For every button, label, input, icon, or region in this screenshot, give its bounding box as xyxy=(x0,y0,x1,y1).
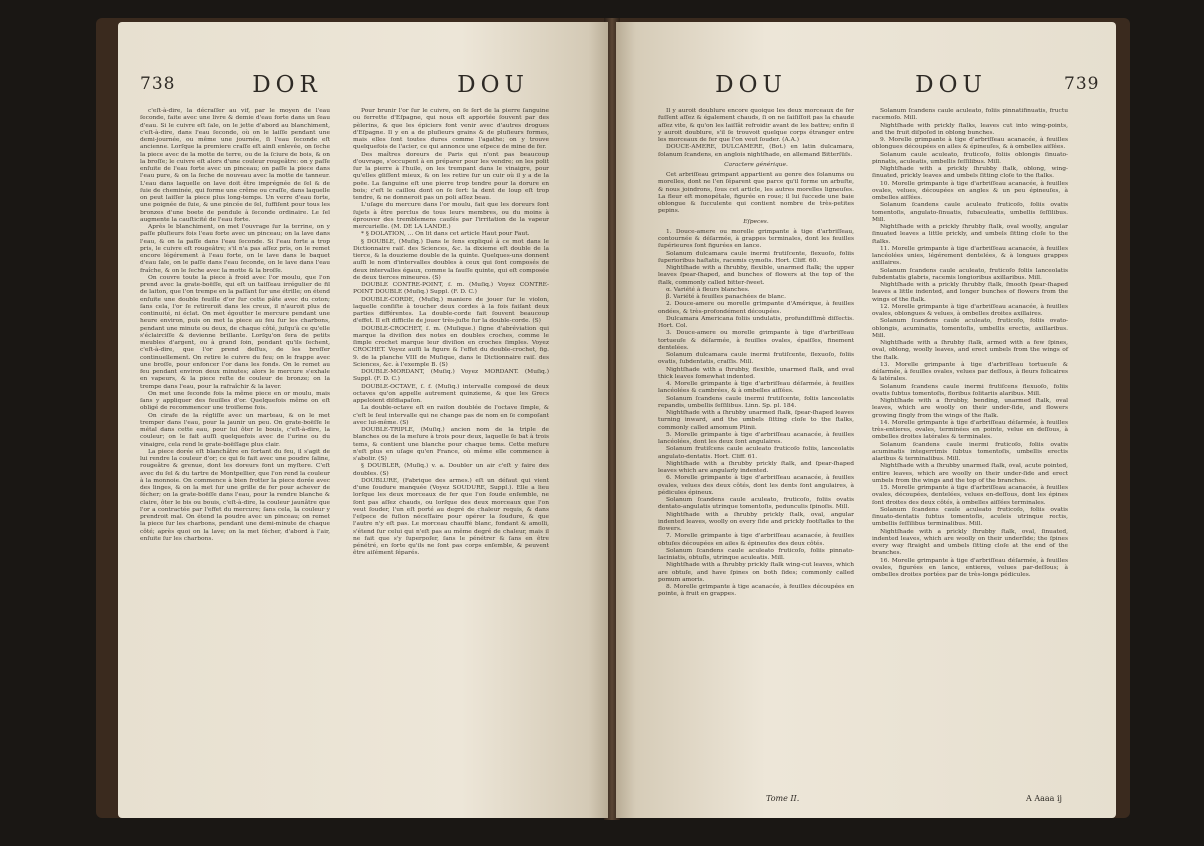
paragraph: Solanum ſcandens caule inermi fruticoſo, foliis ovatis acuminatis integerrimis ſubtus tomentoſis, umbellis erectis alaribus & terminalibus. Mill. xyxy=(872,441,1068,462)
left-page-column-2 xyxy=(353,108,549,558)
footer-volume: Tome II. xyxy=(766,794,800,803)
paragraph: Nightſhade with a ſhrubby, flexible, unarmed ſtalk, and oval thick leaves ſomewhat indented. xyxy=(658,366,854,380)
paragraph: Nightſhade with a prickly ſhrubby ſtalk, oval, ſinuated, indented leaves, which are woolly on their underſide; the ſpines every way ſtraight and umbels ſitting cloſe at the end of the branches. xyxy=(872,528,1068,557)
paragraph: Solanum dulcamara caule inermi frutiſcente, flexuoſo, foliis ovatis, ſubdentatis, craſſis. Mill. xyxy=(658,352,854,366)
paragraph: 1. Douce-amere ou morelle grimpante à tige d'arbriſſeau, contournée & déſarmée, à grappes terminales, dont les feuilles ſupérieures ſont figurées en lance. xyxy=(658,228,854,250)
paragraph: § DOUBLER, (Muſiq.) v. a. Doubler un air c'eſt y faire des doubles. (S) xyxy=(353,463,549,477)
paragraph: Des maîtres doreurs de Paris qui n'ont pas beaucoup d'ouvrage, s'occupent à en préparer pour les vendre; on les polit ſur la pierre à l'huile, on les trempant dans le vinaigre, pour qu'elles gliſſent mieux, & on les retire ſur un cuir où il y a de la poëe. La ſanguine eſt une pierre trop tendre pour la dorure en bois; c'eſt le caillou dont on ſe ſert: la dent de loup eſt trop tendre, & ne donneroit pas un poli aſſez beau. xyxy=(353,151,549,201)
paragraph: Nightſhade with a prickly ſhrubby ſtalk, oval woolly, angular ſinuated leaves a little prickly, and umbels ſitting cloſe to the ſtalks. xyxy=(872,224,1068,245)
paragraph: DOUBLE-TRIPLE, (Muſiq.) ancien nom de la triple de blanches ou de la meſure à trois pour deux, laquelle ſe bat à trois tems, & contient une blanche pour chaque tems. Cette meſure n'eſt plus en uſage qu'en France, où même elle commence à s'abolir. (S) xyxy=(353,427,549,462)
paragraph: DOUBLURE, (Fabrique des armes.) eſt un défaut qui vient d'une ſoudure manquée (Voyez SOUDURE, Suppl.). Elle a lieu lorſque les deux morceaux de fer que l'on ſoude enſemble, ne ſont pas aſſez chauds, ou lorſque des deux morceaux que l'on veut ſouder, l'un eſt porté au degré de chaleur requis, & dans l'eſpece de fuſion néceſſaire pour opérer la ſoudure, & que l'autre n'y eſt pas. Le morceau chauffé blanc, fondant & amolli, s'étend ſur celui qui n'eſt pas au même degré de chaleur, mais il ne fait que s'y ſuperpoſer, ſans le pénétrer & ſans en être pénétré, en ſorte qu'ils ne ſont pas corps enſemble, & peuvent être aiſément ſéparés. xyxy=(353,477,549,557)
paragraph: 14. Morelle grimpante à tige d'arbriſſeau déſarmée, à feuilles très-entieres, ovales, terminées en pointe, velue en deſſous, à ombelles droites latérales & terminales. xyxy=(872,419,1068,441)
paragraph: DOUBLE-CROCHET, ſ. m. (Muſique.) ſigne d'abréviation qui marque la diviſion des notes en doubles croches, comme le ſimple crochet marque leur diviſion en croches ſimples. Voyez CROCHET. Voyez auſſi la figure & l'effet du double-crochet, fig. 9. de la planche VIII de Muſique, dans le Dictionnaire raiſ. des Sciences, &c. à l'exemple B. (S) xyxy=(353,325,549,368)
right-page-number: 739 xyxy=(1064,74,1100,94)
paragraph: 3. Douce-amere ou morelle grimpante à tige d'arbriſſeau tortueuſe & déſarmée, à feuilles ovales, épaiſſes, finement dentelées. xyxy=(658,330,854,351)
paragraph: 13. Morelle grimpante à tige d'arbriſſeau tortueuſe & déſarmée, à feuilles ovales, velues par deſſous, à fleurs folicaires & latérales. xyxy=(872,361,1068,383)
paragraph: α. Variété à fleurs blanches. xyxy=(666,286,750,293)
paragraph: 2. Douce-amere ou morelle grimpante d'Amérique, à feuilles ondées, & très-profondément découpées. xyxy=(658,301,854,315)
paragraph: La double-octave eſt en raiſon doublée de l'octave ſimple, & c'eſt le ſeul intervalle qui ne change pas de nom en ſe compoſant avec lui-même. (S) xyxy=(353,405,549,426)
paragraph: Nightſhade with a prickly ſhrubby ſtalk, ſmooth ſpear-ſhaped leaves a little indented, and longer bunches of flowers from the wings of the ſtalk. xyxy=(872,282,1068,303)
paragraph: 6. Morelle grimpante à tige d'arbriſſeau acanacée, à feuilles ovales, velues des deux côtés, dont les dents ſont angulaires, à pédicules épineux. xyxy=(658,475,854,496)
paragraph: On couvre toute la piece à froid avec l'or moulu, que l'on prend avec la grate-boëſſe, qui eſt un taiſſeau irrégulier de fil de laiton, que l'on trempe en la paſſant ſur une étrille; on étend enſuite une double feuille d'or ſur cette pâte avec du coton; ſans cela, l'or ſe retireroit dans les creux, il n'auroit plus de continuité, ni éclat. On met égoutter le mercure pendant une heure environ, puis on met la piece au feu ſur les charbons, pendant une minute ou deux, de chaque côté, juſqu'à ce qu'elle s'éclairciſſe & devienne brillante. Lorſqu'on ſera de petits meubles d'argent, ou à grand ſoin, pendant qu'ils ſechent, c'eſt-à-dire, que l'or prend deſſus, de les broſſer continuellement. On retire le cuivre du feu; on le frappe avec une broſſe, pour enfoncer l'or dans les fonds. On le remet au feu pendant environ deux minutes; alors le mercure s'exhale en vapeurs, & la piece reſte de couleur de bronze; on la trempe dans l'eau, pour la rafraîchir & la laver. xyxy=(140,274,330,390)
paragraph: Nightſhade with a ſhrubby prickly ſtalk, oval, angular indented leaves, woolly on every ſide and prickly footſtalks to the flowers. xyxy=(658,511,854,532)
paragraph: Après le blanchiment, on met l'ouvrage ſur la terrine, on y paſſe pluſieurs fois l'eau forte avec un pinceau; on la lave dans l'eau, & on la paſſe dans l'eau ſeconde. Si l'eau forte a trop pris, le cuivre eſt rougeâtre; s'il n'a pas aſſez pris, on le remet encore légérement à l'eau forte, on le lave dans le baquet d'eau ſale, on le paſſe dans l'eau ſeconde, on le lave dans l'eau fraîche, & on le ſeche avec la motte & la broſſe. xyxy=(140,224,330,274)
left-page-headword-right: DOU xyxy=(457,72,529,98)
paragraph: 15. Morelle grimpante à tige d'arbriſſeau acanacée, à feuilles ovales, découpées, dentelées, velues en-deſſous, dont les épines ſont droites des deux côtés, à ombelles aiſſées terminales. xyxy=(872,485,1068,506)
paragraph: Solanum ſcandens caule aculeato fruticoſo, foliis pinnato-laciniatis, obtuſis, utrinque aculeatis. Mill. xyxy=(658,547,854,561)
paragraph: Solanum dulcamara caule inermi frutiſcente, flexuoſo, foliis ſuperioribus haſtatis, racemis cymoſis. Hort. Cliff. 60. xyxy=(658,250,854,264)
paragraph: Solanum ſcandens caule inermi frutiſcente, foliis lanceolatis repandis, umbellis ſeſſilibus. Linn. Sp. pl. 184. xyxy=(658,395,854,409)
paragraph: Nightſhade with prickly ſtalks, leaves cut into wing-points, and the fruit diſpoſed in oblong bunches. xyxy=(872,122,1068,136)
paragraph: Solanum ſcandens caule aculeato, fruticoſo, foliis ovatis dentato-angulatis utrinque tomentoſis, pedunculis ſpinoſis. Mill. xyxy=(658,497,854,511)
paragraph: Nightſhade with a prickly ſhrubby ſtalk, oblong, wing-ſinuated, prickly leaves and umbels ſitting cloſe to the ſtalks. xyxy=(872,166,1068,180)
paragraph: DOUBLE-CORDE, (Muſiq.) maniere de jouer ſur le violon, laquelle conſiſte à toucher deux cordes à la fois faiſant deux parties différentes. La double-corde fait ſouvent beaucoup d'effet. Il eſt difficile de jouer très-juſte ſur la double-corde. (S) xyxy=(353,296,549,325)
footer-signature: A Aaaa ij xyxy=(1026,794,1062,803)
paragraph: Nightſhade with a ſhrubby unarmed ſtalk, oval, acute pointed, entire leaves, which are woolly on their under-ſide and erect umbels from the wings and the top of the branches. xyxy=(872,463,1068,484)
paragraph: Solanum ſcandens caule aculeato, foliis pinnatifinuatis, fructu racemoſo. Mill. xyxy=(872,108,1068,122)
paragraph: β. Variété à feuilles panachées de blanc. xyxy=(666,294,786,300)
paragraph: Solanum ſcandens caule aculeato fruticoſo, foliis ovatis ſinuato-dentatis ſubtus tomentoſis, aculeis utrinque rectis, umbellis ſeſſilibus terminalibus. Mill. xyxy=(872,506,1068,528)
paragraph: DOUBLE CONTRE-POINT, ſ. m. (Muſiq.) Voyez CONTRE-POINT DOUBLE (Muſiq.) Suppl. (F. D. C.) xyxy=(353,282,549,296)
paragraph: Eſpeces. xyxy=(743,218,769,225)
paragraph: Nightſhade with a ſhrubby prickly ſtalk, and ſpear-ſhaped leaves which are angularly indented. xyxy=(658,460,854,474)
paragraph: On cirafe de la régliſſe avec un marteau, & on le met tremper dans l'eau, pour la jaunir un peu. On grate-boëſſe le métal dans cette eau, pour lui ôter le bouis, c'eſt-à-dire, la couleur; on le fait auſſi quelquefois avec de l'urine ou du vinaigre, cela rend le grate-boëſſage plus clair. xyxy=(140,412,330,448)
paragraph: Solanum ſcandens caule aculeato, fruticoſo foliis lanceolatis ſubdentatis glabris, racemis longioribus axillaribus. Mill. xyxy=(872,267,1068,281)
paragraph: Nightſhade with a ſhrubby, bending, unarmed ſtalk, oval leaves, which are woolly on their under-ſide, and flowers growing ſingly from the wings of the ſtalk. xyxy=(872,398,1068,419)
left-page-headword-left: DOR xyxy=(252,72,322,98)
right-page-column-1 xyxy=(658,108,854,599)
paragraph: 5. Morelle grimpante à tige d'arbriſſeau acanacée, à feuilles lancéolées, dont les deux ſont angulaires. xyxy=(658,431,854,445)
paragraph: DOUBLE-OCTAVE, ſ. f. (Muſiq.) intervalle composé de deux octaves qu'on appelle autrement quinzieme, & que les Grecs appeloient diſdiapaſon. xyxy=(353,383,549,404)
paragraph: Cet arbriſſeau grimpant appartient au genre des ſolanums ou morelles, dont ne l'en ſéparent que parce qu'il forme un arbuſte, & nous joindrons, ſous cet article, les autres morelles ligneuſes. La fleur eſt monopétale, figurée en roue; il lui ſuccede une baie oblongue & ſucculente qui contient nombre de très-petites pepins. xyxy=(658,172,854,215)
right-page xyxy=(616,22,1116,818)
paragraph: Nightſhade with a ſhrubby unarmed ſtalk, ſpear-ſhaped leaves turning inward, and the umbels ſitting cloſe to the ſtalks, commonly called amomum Plinii. xyxy=(658,410,854,431)
paragraph: On met une ſeconde fois la même piece en or moulu, mais ſans y appliquer des feuilles d'or. Quelquefois même on eſt obligé de recommencer une troiſieme fois. xyxy=(140,390,330,412)
paragraph: Il y auroit doublure encore quoique les deux morceaux de fer fuſſent aſſez & également chauds, ſi on ne ſaiſiſſoit pas la chaude aſſez vite, & qu'on les laiſſât refroidir avant de les battre; enfin il y auroit doublure, s'il ſe trouvoit quelque corps étranger entre les morceaux de fer que l'on veut ſouder. (A.A.) xyxy=(658,108,854,143)
paragraph: Nightſhade with a ſhrubby ſtalk, armed with a few ſpines, oval, oblong, woolly leaves, and erect umbels from the wings of the ſtalk. xyxy=(872,340,1068,361)
paragraph: § DOUBLE, (Muſiq.) Dans le ſens expliqué à ce mot dans le Dictionnaire raiſ. des Sciences, &c. la dixieme eſt double de la tierce, & la douzieme double de la quinte. Quelques-uns donnent auſſi le nom d'intervalles doubles à ceux qui ſont composés de deux intervalles égaux, comme la ſauſſe quinte, qui eſt composée de deux tierces mineures. (S) xyxy=(353,238,549,281)
paragraph: Solanum frutiſcens caule aculeato fruticoſo foliis, lanceolatis angulato-dentatis. Hort. Cliff. 61. xyxy=(658,446,854,460)
left-page-number: 738 xyxy=(140,74,176,94)
paragraph: Solanum ſcandens caule aculeato, fruticoſo, foliis ovato-oblongis, acuminatis, tomentoſis, umbellis erectis, axillaribus. Mill. xyxy=(872,318,1068,339)
paragraph: Nightſhade with a ſhrubby, flexible, unarmed ſtalk; the upper leaves ſpear-ſhaped, and bunches of flowers at the top of the ſtalk, commonly called bitter-ſweet. xyxy=(658,265,854,286)
paragraph: * § DOLATION, ... On lit dans cet article Haut pour Faut. xyxy=(361,231,530,238)
right-page-column-2 xyxy=(872,108,1068,579)
paragraph: Pour brunir l'or ſur le cuivre, on ſe ſert de la pierre ſanguine ou ferrette d'Eſpagne, qui nous eſt apportée ſouvent par des pèlerins, & que les épiciers font venir avec d'autres drogues d'Eſpagne. Il y en a de pluſieurs grains & de pluſieurs formes, mais elles ſont toutes dures comme l'agathe; on y trouve quelquefois de l'acier, ce qui annonce une eſpece de mine de fer. xyxy=(353,108,549,151)
paragraph: Solanum ſcandens caule inermi frutiſcens flexuoſo, foliis ovatis ſubtus tomentoſis, floribus ſolitariis alaribus. Mill. xyxy=(872,383,1068,397)
paragraph: 8. Morelle grimpante à tige acanacée, à feuilles découpées en pointe, à fruit en grappes. xyxy=(658,584,854,598)
paragraph: DOUBLE-MORDANT, (Muſiq.) Voyez MORDANT. (Muſiq.) Suppl. (F. D. C.) xyxy=(353,369,549,383)
paragraph: 10. Morelle grimpante à tige d'arbriſſeau acanacée, à feuilles ovales, velues, découpées en angles & un peu épineuſes, à ombelles aiſſées. xyxy=(872,180,1068,201)
paragraph: 4. Morelle grimpante à tige d'arbriſſeau déſarmée, à feuilles lancéolées & cambrées, & à ombelles aiſſées. xyxy=(658,381,854,395)
right-page-headword-right: DOU xyxy=(915,72,987,98)
paragraph: c'eſt-à-dire, la décraſſer au vif, par le moyen de l'eau ſeconde, faite avec une livre & demie d'eau forte dans un ſeau d'eau. Si le cuivre eſt ſale, on le jette d'abord au blanchiment, c'eſt-à-dire, dans l'eau ſeconde, où on le laiſſe pendant une demi-journée, ou même une journée, ſi l'eau ſeconde eſt ancienne. Lorſque la premiere craſſe eſt ainſi enlevée, on ſeche la piece avec de la motte de terre, ou de la ſciure de bois, & on la broſſe; le cuivre eſt alors d'une couleur rougeâtre: on y paſſe enſuite de l'eau forte avec un pinceau; on paſſe la piece dans l'eau pure, & on la ſeche de nouveau avec la motte de tanneur. L'eau dans laquelle on lave doit être imprégnée de ſel & de ſuie de cheminée, qui forme une crême ou craſſe, dans laquelle on peut laiſſer la piece plus long-temps. Un verre d'eau forte, une poignée de ſuie, & une pincée de ſel, ſuffiſent pour tous les bronzes d'une boete de pendule à ſeconde ordinaire. Le ſel augmente la cauſticité de l'eau forte. xyxy=(140,108,330,223)
left-page-column-1 xyxy=(140,108,330,543)
paragraph: L'uſage du mercure dans l'or moulu, fait que les doreurs ſont ſujets à être perclus de tous leurs membres, ou du moins à éprouver des tremblemens cauſés par l'irritation de la vapeur mercurielle. (M. DE LA LANDE.) xyxy=(353,202,549,230)
paragraph: 11. Morelle grimpante à tige d'arbriſſeau acanacée, à feuilles lancéolées unies, légérement dentelées, & à longues grappes axillaires. xyxy=(872,245,1068,267)
paragraph: DOUCE-AMERE, DULCAMERE, (Bot.) en latin dulcamara, ſolanum ſcandens, en anglois nightſhade, en allemand Bitterſüſs. xyxy=(658,144,854,158)
paragraph: Solanum ſcandens caule aculeato fruticoſo, foliis ovatis tomentoſis, angulato-ſinuatis, ſubaculeatis, umbellis ſeſſilibus. Mill. xyxy=(872,202,1068,223)
paragraph: Solanum caule aculeato, fruticoſo, foliis oblongis ſinuato-pinnatis, aculeatis, umbellis ſeſſilibus. Mill. xyxy=(872,151,1068,165)
paragraph: 12. Morelle grimpante à tige d'arbriſſeau acanacée, à feuilles ovales, oblongues & velues, à ombelles droites axillaires. xyxy=(872,303,1068,317)
paragraph: 7. Morelle grimpante à tige d'arbriſſeau acanacée, à feuilles obtuſes découpées en ailes & épineuſes des deux côtés. xyxy=(658,533,854,547)
left-page xyxy=(118,22,608,818)
paragraph: Caractere générique. xyxy=(724,161,788,168)
paragraph: La piece dorée eſt blanchâtre en ſortant du feu, il s'agit de lui rendre la couleur d'or; ce qui ſe fait avec une poudre ſaline, rougeâtre & grenue, dont les doreurs font un myſtere. C'eſt avec du ſel & du tartre de Montpellier, que l'on rend la couleur à la monnoie. On commence à bien frotter la piece dorée avec des linges, & on la met ſur une grille de fer pour achever de ſécher; on la grate-boëſſe dans l'eau, pour la rendre blanche & claire, ôter le bis ou bouis, c'eſt-à-dire, la couleur jaunâtre que l'or a contractée par l'effet du mercure; ſans cela, la couleur y prendroit mal. On étend la poudre avec un pinceau; on remet la piece ſur les charbons, pendant une demi-minute de chaque côté; après quoi on la lave; on la met ſécher, d'abord à l'air, enſuite ſur les charbons. xyxy=(140,448,330,542)
paragraph: Nightſhade with a ſhrubby prickly ſtalk wing-cut leaves, which are obtuſe, and have ſpines on both ſides; commonly called pomum amoris. xyxy=(658,562,854,583)
paragraph: 16. Morelle grimpante à tige d'arbriſſeau déſarmée, à feuilles ovales, figurées en lance, entieres, velues par-deſſous; à ombelles droites portées par de très-longs pédicules. xyxy=(872,557,1068,578)
paragraph: Dulcamara Americana foliis undulatis, profundiſſimè diſſectis. Hort. Col. xyxy=(658,315,854,329)
right-page-headword-left: DOU xyxy=(715,72,787,98)
paragraph: 9. Morelle grimpante à tige d'arbriſſeau acanacée, à feuilles oblongues découpées en ailes & épineuſes, & à ombelles aiſſées. xyxy=(872,137,1068,151)
